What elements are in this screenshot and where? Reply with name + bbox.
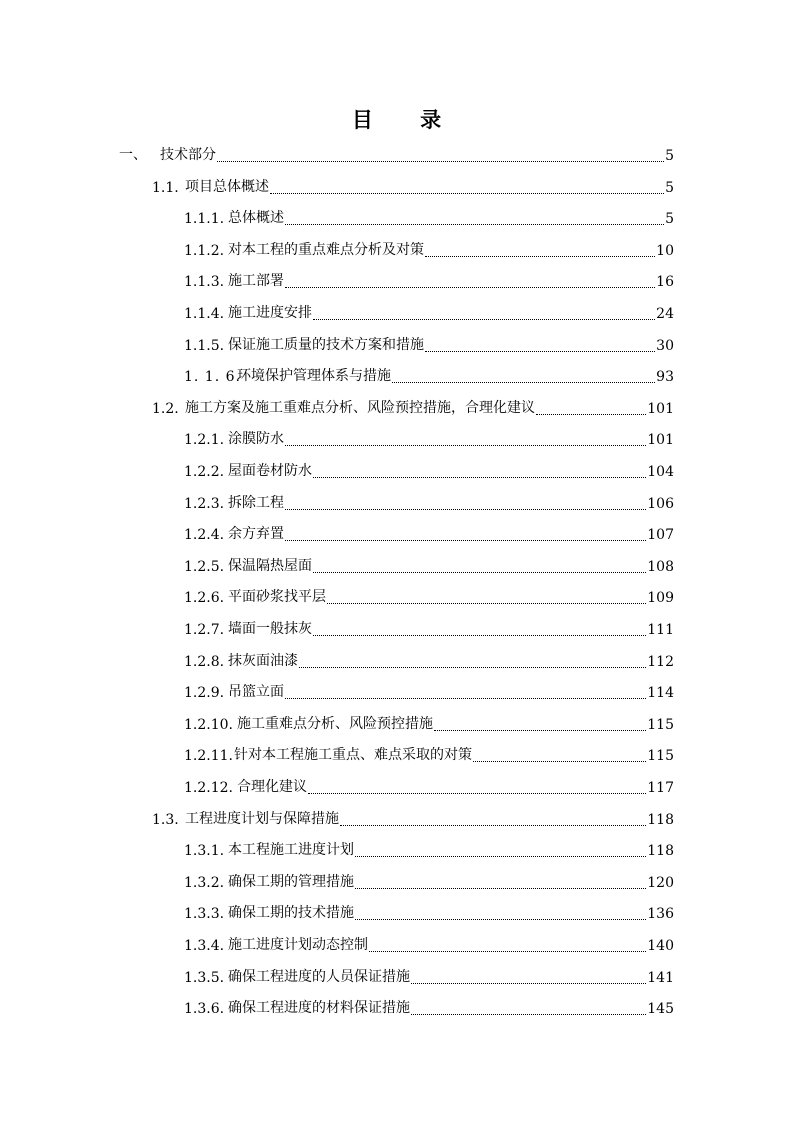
toc-entry-page: 93 bbox=[656, 369, 674, 386]
toc-entry-1-3-4[interactable] bbox=[184, 928, 674, 954]
toc-entry-text: 施工进度安排 bbox=[228, 305, 312, 321]
toc-entry-text: 对本工程的重点难点分析及对策 bbox=[228, 241, 424, 258]
toc-entry-1-1-6[interactable] bbox=[184, 359, 674, 385]
toc-entry-text: 施工方案及施工重难点分析、风险预控措施，合理化建议 bbox=[185, 399, 535, 416]
toc-entry-number: 1.1.3. bbox=[184, 274, 225, 291]
toc-entry-page: 5 bbox=[665, 148, 674, 164]
toc-entry-1-1-1[interactable] bbox=[184, 201, 674, 227]
toc-entry-number: 1.3.1. bbox=[184, 843, 225, 860]
toc-entry-text: 保证施工质量的技术方案和措施 bbox=[228, 336, 424, 353]
toc-entry-page: 107 bbox=[647, 527, 674, 544]
dot-leader bbox=[434, 714, 646, 731]
dot-leader bbox=[285, 271, 655, 288]
toc-entry-text: 屋面卷材防水 bbox=[228, 463, 312, 479]
toc-entry-1-3-6[interactable] bbox=[184, 991, 674, 1017]
toc-entry-number: 1.2.4. bbox=[184, 527, 225, 544]
toc-entry-page: 108 bbox=[647, 558, 674, 575]
toc-entry-number: 1.2.10. bbox=[184, 716, 233, 733]
toc-entry-text: 总体概述 bbox=[228, 210, 284, 227]
dot-leader bbox=[327, 587, 646, 604]
toc-entry-number: 1.2.9. bbox=[184, 685, 225, 702]
toc-entry-1-2-6[interactable] bbox=[184, 580, 674, 606]
toc-entry-1-2-10[interactable] bbox=[184, 707, 674, 733]
toc-entry-1-2-12[interactable] bbox=[184, 770, 674, 796]
toc-entry-1-3-5[interactable] bbox=[184, 960, 674, 986]
toc-entry-number: 1.3.4. bbox=[184, 938, 225, 954]
toc-entry-1-1-3[interactable] bbox=[184, 264, 674, 290]
toc-entry-text: 确保工期的技术措施 bbox=[228, 905, 354, 922]
toc-entry-page: 136 bbox=[647, 906, 674, 923]
toc-entry-text: 确保工程进度的材料保证措施 bbox=[228, 1000, 410, 1017]
dot-leader bbox=[355, 840, 646, 857]
toc-entry-page: 104 bbox=[647, 464, 674, 480]
toc-entry-page: 109 bbox=[647, 590, 674, 607]
toc-entry-page: 101 bbox=[647, 432, 674, 449]
toc-entry-number: 1.2.11. bbox=[184, 748, 233, 765]
toc-entry-page: 118 bbox=[647, 843, 674, 860]
toc-entry-number: 一、 bbox=[119, 147, 147, 163]
toc-entry-page: 140 bbox=[647, 938, 674, 954]
toc-entry-number: 1.3.5. bbox=[184, 969, 225, 986]
dot-leader bbox=[285, 429, 646, 446]
dot-leader bbox=[340, 809, 646, 826]
toc-entry-1-1-5[interactable] bbox=[184, 328, 674, 354]
dot-leader bbox=[313, 619, 646, 636]
toc-entry-number: 1.2.12. bbox=[184, 780, 233, 796]
toc-entry-number: 1. 1. 6. bbox=[184, 369, 241, 386]
toc-entry-page: 5 bbox=[665, 211, 674, 228]
toc-entry-page: 115 bbox=[647, 748, 674, 765]
toc-entry-text: 拆除工程 bbox=[228, 494, 284, 511]
dot-leader bbox=[411, 967, 646, 984]
toc-entry-number: 1.1.1. bbox=[184, 211, 225, 228]
toc-entry-text: 本工程施工进度计划 bbox=[228, 842, 354, 859]
toc-entry-text: 余方弃置 bbox=[228, 526, 284, 543]
dot-leader bbox=[425, 240, 655, 257]
dot-leader bbox=[299, 651, 646, 668]
dot-leader bbox=[285, 524, 646, 541]
toc-entry-text: 平面砂浆找平层 bbox=[228, 589, 326, 606]
toc-entry-text: 吊篮立面 bbox=[228, 684, 284, 701]
toc-entry-number: 1.3.3. bbox=[184, 906, 225, 923]
dot-leader bbox=[313, 556, 646, 573]
toc-entry-text: 抹灰面油漆 bbox=[228, 652, 298, 669]
toc-entry-1-2-4[interactable] bbox=[184, 517, 674, 543]
toc-entry-number: 1.2.6. bbox=[184, 590, 225, 607]
toc-entry-text: 针对本工程施工重点、难点采取的对策 bbox=[234, 747, 472, 764]
toc-entry-number: 1.3.6. bbox=[184, 1001, 225, 1018]
dot-leader bbox=[411, 998, 646, 1015]
toc-entry-number: 1.1. bbox=[152, 179, 179, 196]
toc-entry-1-2-1[interactable] bbox=[184, 422, 674, 448]
dot-leader bbox=[313, 461, 646, 478]
toc-entry-page: 114 bbox=[647, 685, 674, 702]
toc-entry-text: 施工进度计划动态控制 bbox=[228, 937, 368, 953]
dot-leader bbox=[285, 493, 646, 510]
toc-entry-number: 1.1.2. bbox=[184, 242, 225, 259]
toc-entry-text: 施工重难点分析、风险预控措施 bbox=[237, 715, 433, 732]
dot-leader bbox=[355, 903, 646, 920]
toc-entry-1-1-4[interactable] bbox=[184, 296, 674, 322]
dot-leader bbox=[217, 145, 664, 162]
toc-entry-text: 施工部署 bbox=[228, 273, 284, 290]
dot-leader bbox=[392, 366, 655, 383]
toc-entry-page: 5 bbox=[665, 179, 674, 196]
toc-entry-1-2-5[interactable] bbox=[184, 549, 674, 575]
toc-entry-text: 涂膜防水 bbox=[228, 431, 284, 448]
toc-entry-number: 1.2.8. bbox=[184, 653, 225, 670]
toc-entry-1-2[interactable] bbox=[152, 391, 674, 417]
toc-entry-page: 24 bbox=[656, 306, 674, 322]
toc-entry-text: 保温隔热屋面 bbox=[228, 557, 312, 574]
toc-entry-number: 1.3.2. bbox=[184, 874, 225, 891]
toc-entry-text: 确保工程进度的人员保证措施 bbox=[228, 968, 410, 985]
toc-entry-page: 16 bbox=[656, 274, 674, 291]
toc-entry-number: 1.2.2. bbox=[184, 464, 225, 480]
toc-entry-1-3-3[interactable] bbox=[184, 896, 674, 922]
toc-entry-number: 1.3. bbox=[152, 811, 179, 828]
toc-entry-number: 1.2.5. bbox=[184, 558, 225, 575]
toc-entry-text: 工程进度计划与保障措施 bbox=[185, 810, 339, 827]
toc-entry-page: 118 bbox=[647, 811, 674, 828]
toc-entry-page: 30 bbox=[656, 337, 674, 354]
dot-leader bbox=[369, 935, 646, 952]
toc-entry-number: 1.2. bbox=[152, 400, 179, 417]
dot-leader bbox=[270, 177, 664, 194]
toc-entry-number: 1.2.3. bbox=[184, 495, 225, 512]
toc-entry-1-1-2[interactable] bbox=[184, 233, 674, 259]
dot-leader bbox=[355, 872, 646, 889]
toc-entry-page: 106 bbox=[647, 495, 674, 512]
toc-entry-page: 10 bbox=[656, 242, 674, 259]
toc-entry-page: 111 bbox=[647, 622, 674, 638]
toc-entry-text: 技术部分 bbox=[160, 147, 216, 163]
dot-leader bbox=[425, 335, 655, 352]
toc-entry-page: 117 bbox=[647, 780, 674, 796]
toc-entry-text: 环境保护管理体系与措施 bbox=[237, 368, 391, 385]
toc-title: 目 录 bbox=[351, 107, 462, 132]
dot-leader bbox=[308, 777, 646, 794]
toc-entry-number: 1.2.7. bbox=[184, 622, 225, 638]
toc-entry-1-2-11[interactable] bbox=[184, 738, 674, 764]
toc-entry-1-2-2[interactable] bbox=[184, 454, 674, 480]
toc-entry-1-1[interactable] bbox=[152, 170, 674, 196]
toc-entry-page: 145 bbox=[647, 1001, 674, 1018]
toc-entry-text: 确保工期的管理措施 bbox=[228, 873, 354, 890]
toc-entry-1-2-7[interactable] bbox=[184, 612, 674, 638]
toc-entry-page: 112 bbox=[647, 653, 674, 670]
toc-entry-number: 1.1.4. bbox=[184, 306, 225, 322]
toc-entry-1-3[interactable] bbox=[152, 802, 674, 828]
toc-entry-1[interactable] bbox=[119, 138, 674, 164]
toc-entry-number: 1.1.5. bbox=[184, 337, 225, 354]
toc-entry-number: 1.2.1. bbox=[184, 432, 225, 449]
dot-leader bbox=[313, 303, 655, 320]
toc-entry-1-2-8[interactable] bbox=[184, 644, 674, 670]
toc-entry-page: 120 bbox=[647, 874, 674, 891]
toc-entry-text: 项目总体概述 bbox=[185, 178, 269, 195]
dot-leader bbox=[285, 682, 646, 699]
toc-entry-text: 合理化建议 bbox=[237, 779, 307, 795]
toc-entry-1-2-9[interactable] bbox=[184, 675, 674, 701]
toc-entry-page: 141 bbox=[647, 969, 674, 986]
toc-entry-page: 101 bbox=[647, 400, 674, 417]
toc-entry-1-3-2[interactable] bbox=[184, 865, 674, 891]
dot-leader bbox=[536, 398, 646, 415]
toc-entry-text: 墙面一般抹灰 bbox=[228, 621, 312, 637]
toc-entry-1-3-1[interactable] bbox=[184, 833, 674, 859]
dot-leader bbox=[285, 208, 664, 225]
toc-entry-1-2-3[interactable] bbox=[184, 486, 674, 512]
dot-leader bbox=[473, 745, 646, 762]
toc-entry-page: 115 bbox=[647, 716, 674, 733]
